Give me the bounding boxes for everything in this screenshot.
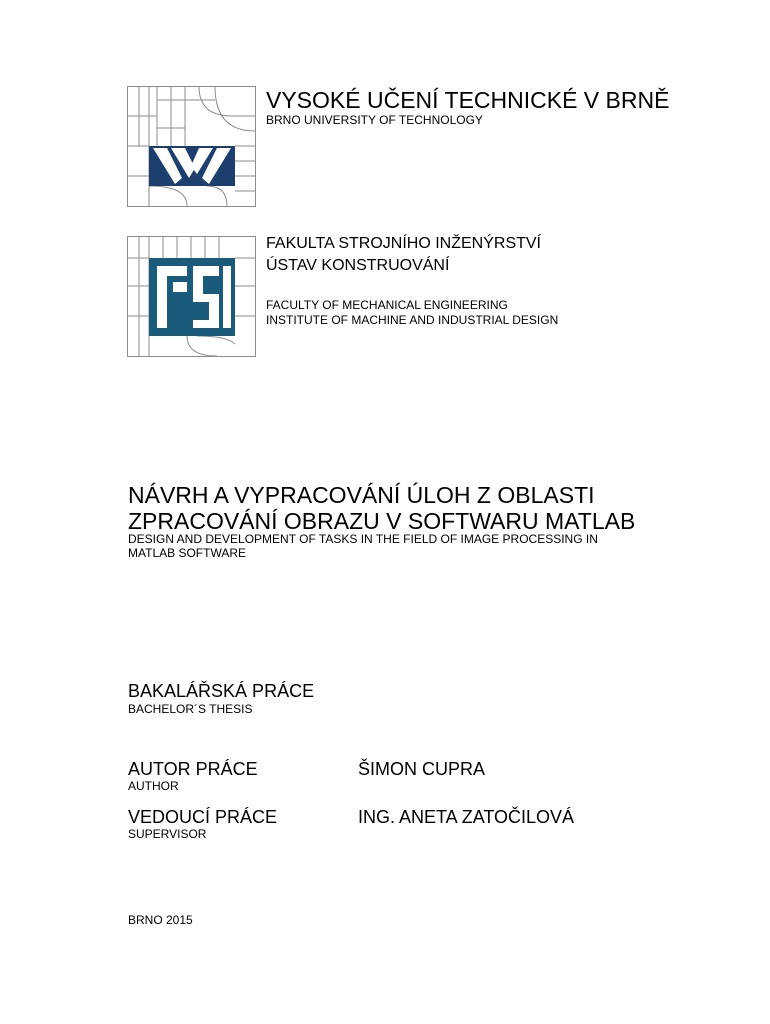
place-year: BRNO 2015 (128, 913, 193, 927)
thesis-title-cz-line1: NÁVRH A VYPRACOVÁNÍ ÚLOH Z OBLASTI (128, 482, 595, 508)
supervisor-label-en: SUPERVISOR (128, 827, 207, 841)
thesis-title-en-line1: DESIGN AND DEVELOPMENT OF TASKS IN THE FIELD OF IMAGE PROCESSING IN (128, 532, 598, 546)
vut-logo-icon (127, 86, 257, 208)
author-label-cz: AUTOR PRÁCE (128, 759, 258, 779)
supervisor-label-cz: VEDOUCÍ PRÁCE (128, 807, 278, 827)
fsi-logo-icon (127, 236, 257, 358)
institute-name-cz: ÚSTAV KONSTRUOVÁNÍ (266, 257, 450, 274)
author-label-en: AUTHOR (128, 779, 179, 793)
thesis-type-en: BACHELOR´S THESIS (128, 702, 253, 716)
author-name: ŠIMON CUPRA (358, 759, 486, 779)
faculty-name-cz: FAKULTA STROJNÍHO INŽENÝRSTVÍ (266, 235, 541, 252)
thesis-title-cz-line2: ZPRACOVÁNÍ OBRAZU V SOFTWARU MATLAB (128, 508, 636, 534)
thesis-title-en-line2: MATLAB SOFTWARE (128, 546, 247, 560)
thesis-type-cz: BAKALÁŘSKÁ PRÁCE (128, 681, 315, 701)
institute-name-en: INSTITUTE OF MACHINE AND INDUSTRIAL DESIGN (266, 313, 559, 327)
university-name-cz: VYSOKÉ UČENÍ TECHNICKÉ V BRNĚ (266, 87, 670, 113)
university-name-en: BRNO UNIVERSITY OF TECHNOLOGY (266, 113, 483, 127)
supervisor-name: ING. ANETA ZATOČILOVÁ (358, 807, 575, 827)
faculty-name-en: FACULTY OF MECHANICAL ENGINEERING (266, 298, 508, 312)
